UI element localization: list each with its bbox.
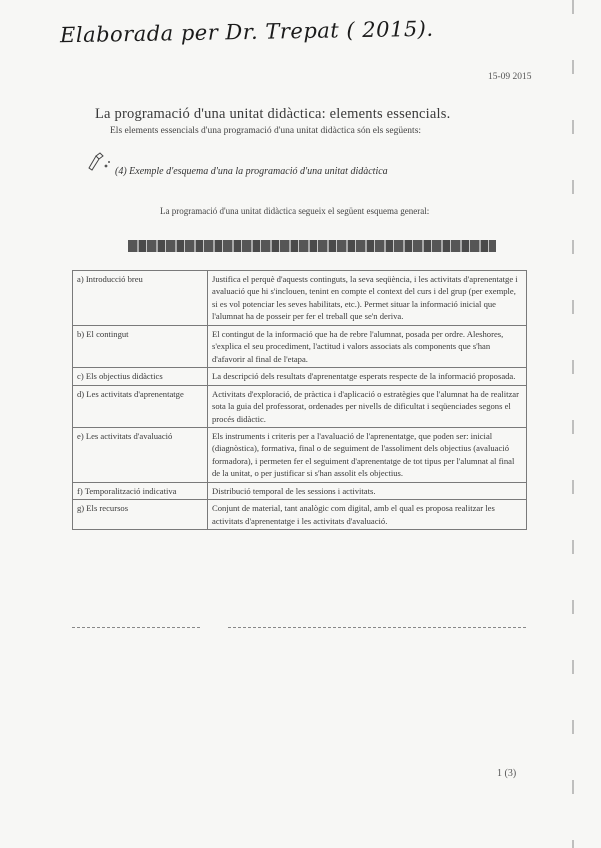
table-row <box>73 368 527 385</box>
page-number: 1 (3) <box>497 768 517 779</box>
row-label: c) Els objectius didàctics <box>73 368 208 385</box>
row-label: g) Els recursos <box>73 500 208 530</box>
document-subtitle: Els elements essencials d'una programació d'una unitat didàctica són els següents: <box>110 126 422 136</box>
row-label: d) Les activitats d'aprenentatge <box>73 385 208 427</box>
row-text: Conjunt de material, tant analògic com digital, amb el qual es proposa realitzar les activitats d'aprenentatge i les activitats d'avaluació. <box>208 500 527 530</box>
row-label: f) Temporalització indicativa <box>73 482 208 499</box>
table-row <box>73 482 527 499</box>
date-stamp: 15-09 2015 <box>488 72 532 82</box>
row-text: La descripció dels resultats d'aprenentatge esperats respecte de la informació proposada. <box>208 368 527 385</box>
row-text: Activitats d'exploració, de pràctica i d'aplicació o estratègies que l'alumnat ha de realitzar sota la guia del professorat, ordenades per nivells de dificultat i seqüenciades segons el procés didàctic. <box>208 385 527 427</box>
scan-edge <box>572 0 574 848</box>
footer-rule-right <box>228 627 526 628</box>
row-text: El contingut de la informació que ha de rebre l'alumnat, posada per ordre. Aleshores, s'explica el seu procediment, l'actitud i valors associats als components que s'han d'afavorir al final de l'etapa. <box>208 325 527 367</box>
handwritten-note: Elaborada per Dr. Trepat ( 2015). <box>59 16 434 48</box>
row-label: a) Introducció breu <box>73 271 208 326</box>
table-row <box>73 271 527 326</box>
unit-elements-table <box>72 270 527 530</box>
section-heading: (4) Exemple d'esquema d'una la programació d'una unitat didàctica <box>115 166 388 177</box>
row-text: Justifica el perquè d'aquests continguts, la seva seqüència, i les activitats d'aprenentatge i avaluació que hi s'inclouen, tenint en compte el context del curs i del grup (per exemple, si es vol potenciar les seves habilitats, etc.). Permet situar la informació inicial que l'alumnat ha de posseir per fer el treball que se'n deriva. <box>208 271 527 326</box>
table-row <box>73 325 527 367</box>
row-text: Distribució temporal de les sessions i activitats. <box>208 482 527 499</box>
table-row <box>73 385 527 427</box>
row-text: Els instruments i criteris per a l'avaluació de l'aprenentatge, que poden ser: inicial (diagnòstica), formativa, final o de seguiment de l'assoliment dels objectius (avaluació formadora), i permeten fer el seguiment d'aprenentatge de tot tipus per l'alumnat al final de la unitat, o per justificar si s'han assolit els objectius. <box>208 427 527 482</box>
intro-text: La programació d'una unitat didàctica segueix el següent esquema general: <box>160 206 430 216</box>
row-label: e) Les activitats d'avaluació <box>73 427 208 482</box>
footer-rule-left <box>72 627 200 628</box>
table-banner <box>128 240 496 252</box>
pen-icon <box>86 150 112 172</box>
row-label: b) El contingut <box>73 325 208 367</box>
table-row <box>73 427 527 482</box>
document-title: La programació d'una unitat didàctica: elements essencials. <box>95 106 451 122</box>
table-row <box>73 500 527 530</box>
